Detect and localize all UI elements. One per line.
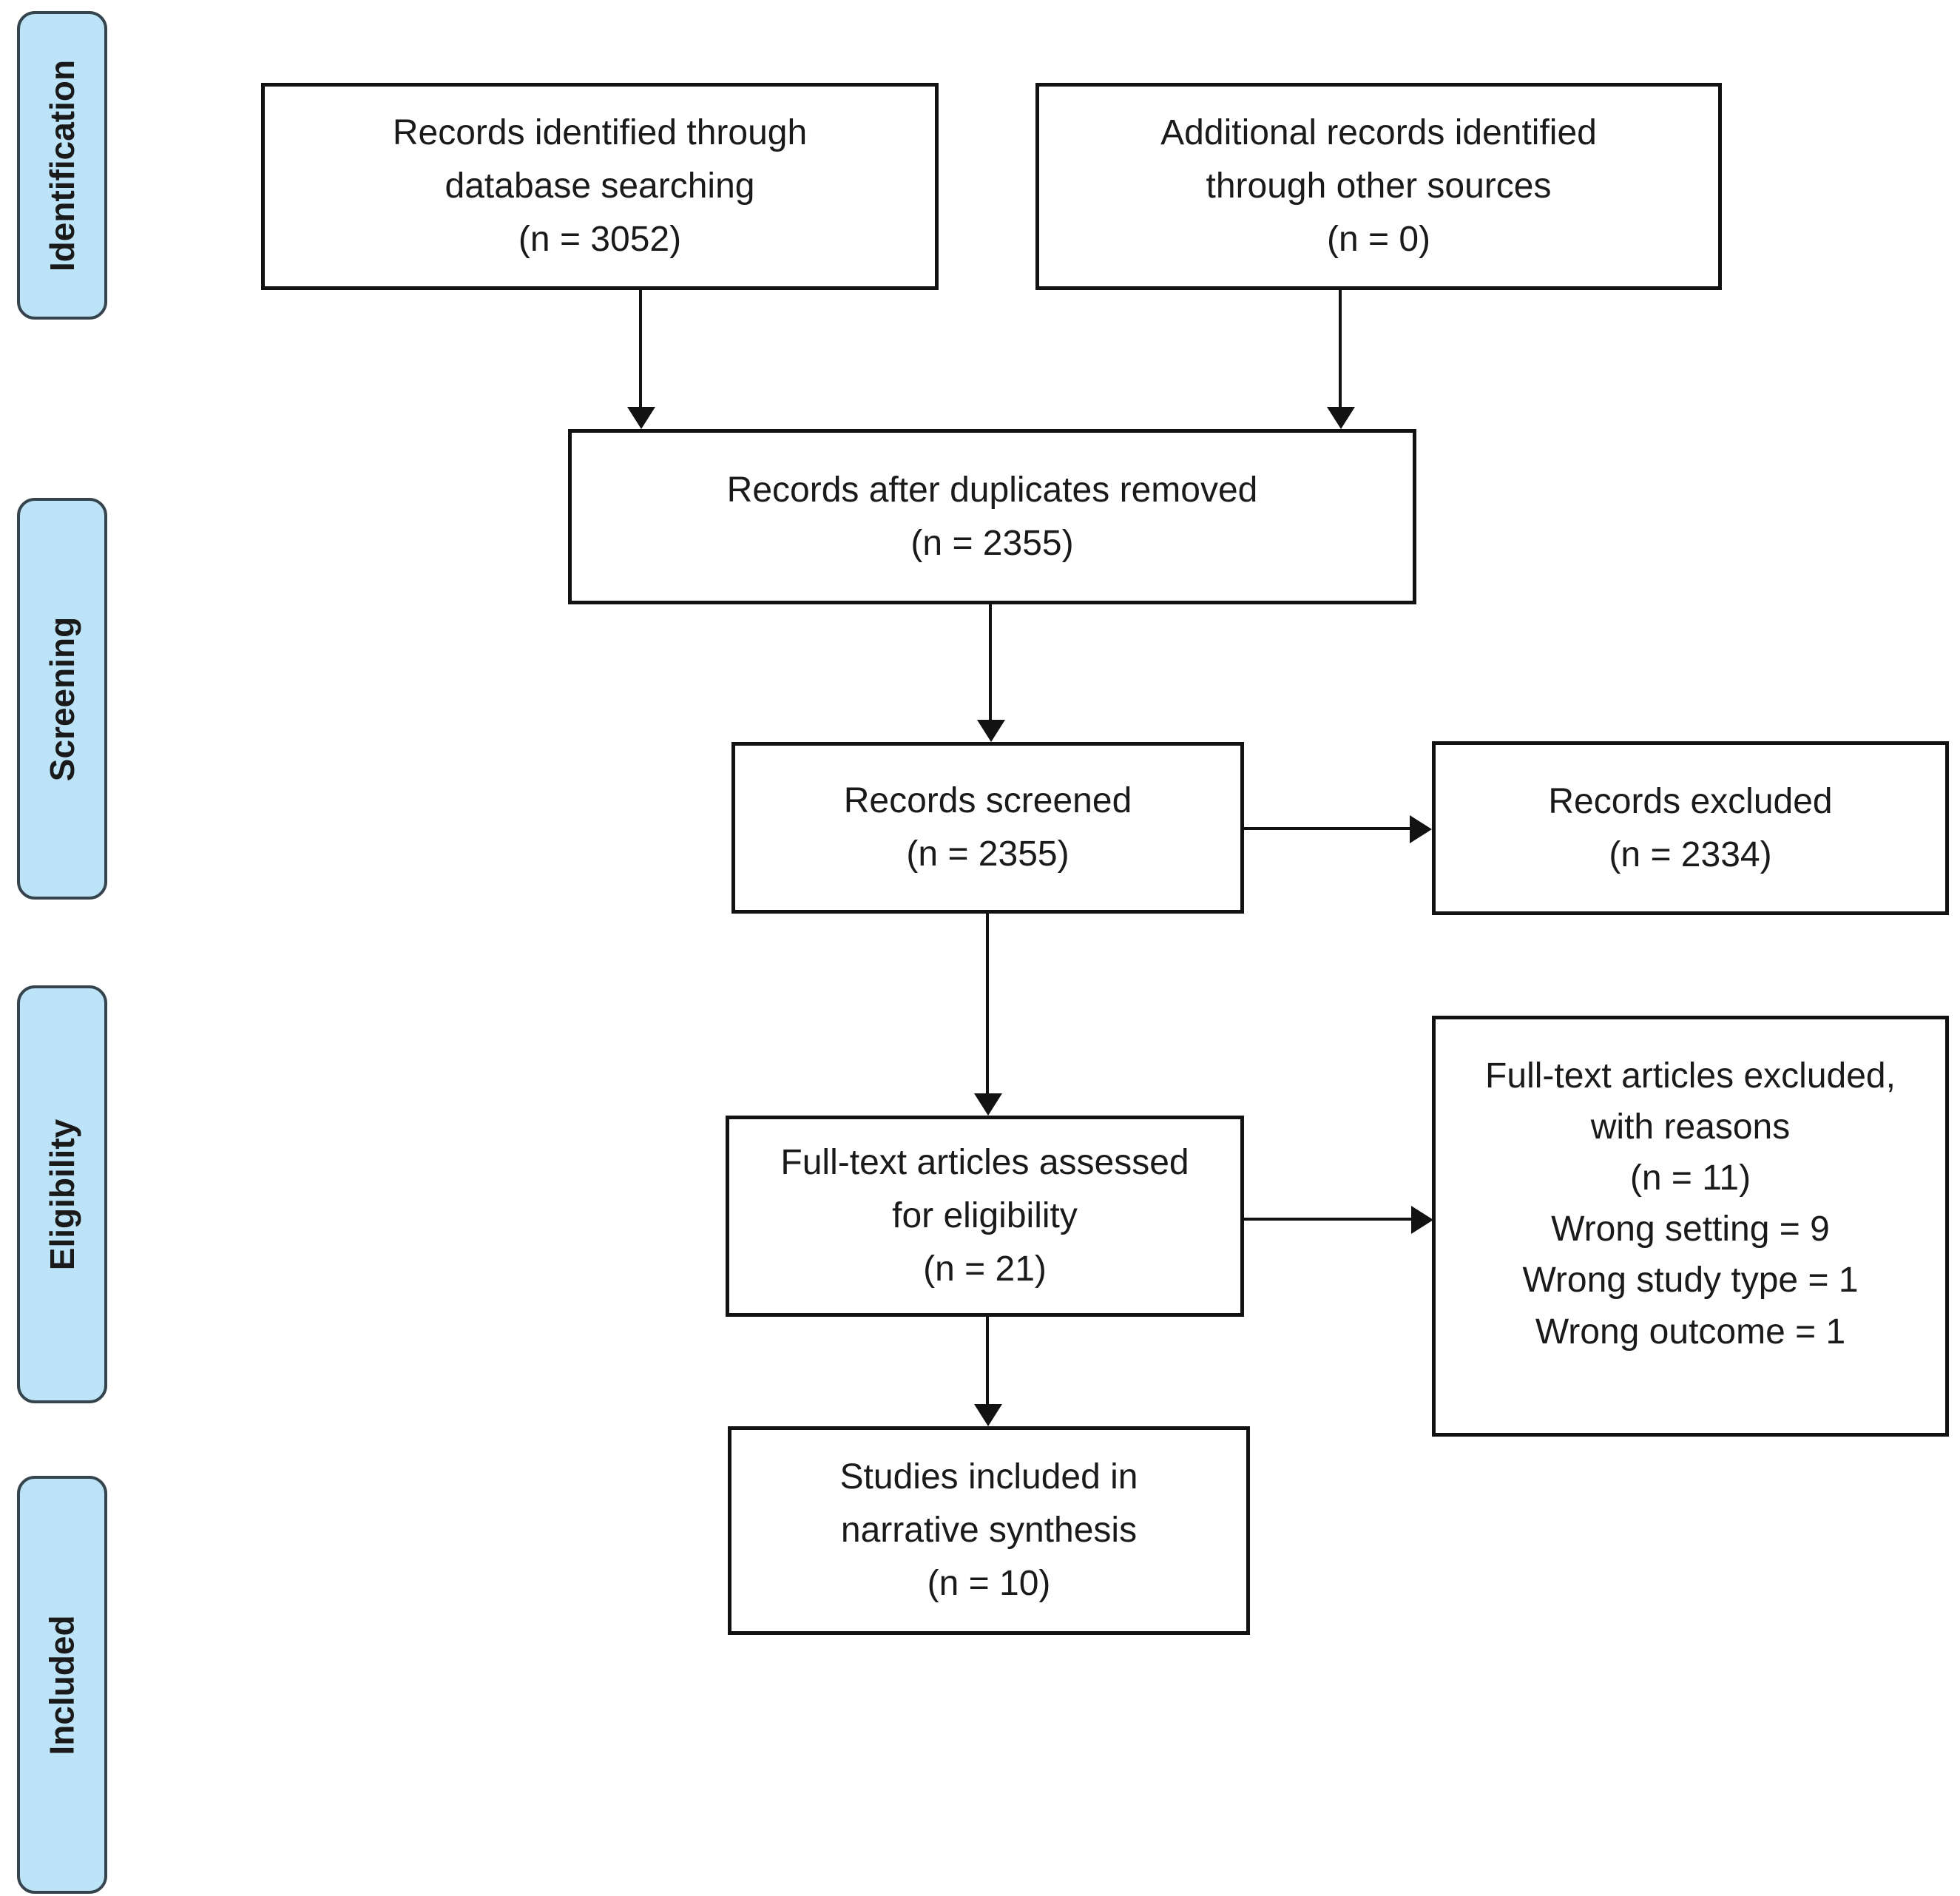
arrow-line <box>639 290 642 408</box>
box-line: (n = 2355) <box>910 523 1074 563</box>
stage-screening <box>17 498 107 900</box>
arrow-line <box>986 1317 989 1406</box>
arrowhead-down-icon <box>627 407 655 429</box>
box-studies-included <box>728 1426 1250 1635</box>
box-records-screened <box>731 742 1244 914</box>
box-line: Full-text articles assessed <box>780 1143 1189 1182</box>
box-records-identified <box>261 83 939 290</box>
arrow-line <box>1244 1218 1411 1221</box>
box-line: Additional records identified <box>1160 113 1597 152</box>
arrow-line <box>1339 290 1342 408</box>
stage-included-label: Included <box>43 1614 81 1755</box>
box-line: Wrong setting = 9 <box>1551 1210 1830 1249</box>
box-line: (n = 0) <box>1326 220 1431 259</box>
box-line: narrative synthesis <box>840 1511 1138 1550</box>
box-line: Studies included in <box>839 1457 1138 1497</box>
box-line: with reasons <box>1590 1107 1791 1147</box>
arrowhead-right-icon <box>1411 1206 1433 1234</box>
box-line: (n = 10) <box>927 1564 1051 1603</box>
stage-identification <box>17 11 107 320</box>
stage-eligibility <box>17 985 107 1403</box>
box-line: (n = 3052) <box>518 220 682 259</box>
box-line: database searching <box>445 166 755 206</box>
box-line: Full-text articles excluded, <box>1485 1056 1896 1096</box>
box-line: Records screened <box>843 781 1132 820</box>
box-line: (n = 2334) <box>1609 834 1772 874</box>
arrowhead-down-icon <box>977 720 1005 742</box>
box-line: Wrong study type = 1 <box>1522 1261 1859 1300</box>
box-line: for eligibility <box>892 1196 1078 1235</box>
box-line: (n = 11) <box>1629 1158 1751 1198</box>
arrowhead-right-icon <box>1410 815 1432 843</box>
stage-included <box>17 1476 107 1894</box>
box-records-excluded <box>1432 741 1949 915</box>
arrow-line <box>986 914 989 1095</box>
arrow-line <box>989 604 992 721</box>
box-line: (n = 21) <box>923 1249 1047 1289</box>
box-line: Wrong outcome = 1 <box>1535 1312 1846 1352</box>
box-after-duplicates <box>568 429 1416 604</box>
box-fulltext-assessed <box>726 1116 1244 1317</box>
box-fulltext-excluded <box>1432 1016 1949 1437</box>
box-additional-records <box>1035 83 1722 290</box>
box-line: Records identified through <box>392 113 808 152</box>
box-line: Records after duplicates removed <box>726 470 1258 510</box>
box-line: (n = 2355) <box>906 834 1069 874</box>
stage-identification-label: Identification <box>43 59 82 271</box>
stage-screening-label: Screening <box>43 616 82 781</box>
box-line: through other sources <box>1206 166 1552 206</box>
arrowhead-down-icon <box>974 1093 1002 1116</box>
arrowhead-down-icon <box>1327 407 1355 429</box>
arrow-line <box>1244 827 1411 830</box>
stage-eligibility-label: Eligibility <box>43 1119 81 1270</box>
box-line: Records excluded <box>1548 781 1833 821</box>
arrowhead-down-icon <box>974 1404 1002 1426</box>
